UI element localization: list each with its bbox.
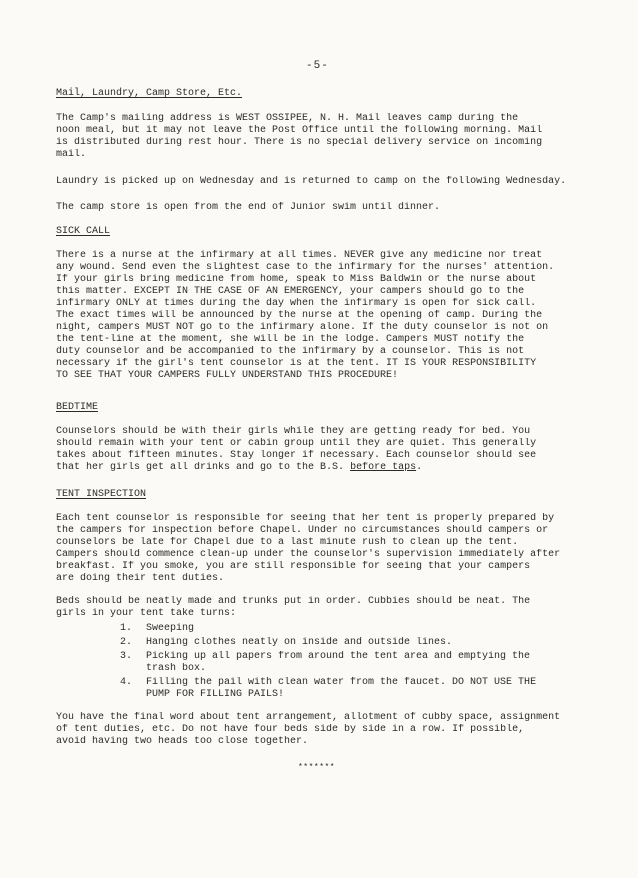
- text-line: this matter. EXCEPT IN THE CASE OF AN EMERGENCY, your campers should go to the: [56, 286, 525, 297]
- text-line: Hanging clothes neatly on inside and outside lines.: [146, 637, 453, 648]
- text-line: Filling the pail with clean water from the faucet. DO NOT USE THE: [146, 677, 537, 688]
- page-number: -5-: [306, 60, 329, 72]
- tent-inspection-paragraph: [56, 513, 596, 585]
- beds-paragraph: [56, 596, 596, 620]
- list-text: [146, 651, 580, 675]
- tent-inspection-heading: TENT INSPECTION: [56, 489, 147, 500]
- text-line: are doing their tent duties.: [56, 573, 225, 584]
- text-line: Beds should be neatly made and trunks put in order. Cubbies should be neat. The: [56, 596, 531, 607]
- sick-call-paragraph: [56, 250, 596, 382]
- underlined-phrase: before taps: [350, 462, 417, 473]
- text-line: girls in your tent take turns:: [56, 608, 237, 619]
- text-line: trash box.: [146, 663, 207, 674]
- text-line: Sweeping: [146, 623, 195, 634]
- bedtime-heading: BEDTIME: [56, 402, 99, 413]
- text-line: is distributed during rest hour. There is no special delivery service on incoming: [56, 137, 543, 148]
- text-line: The exact times will be announced by the nurse at the opening of camp. During the: [56, 310, 543, 321]
- text-line: noon meal, but it may not leave the Post Office until the following morning. Mail: [56, 125, 543, 136]
- text-line: There is a nurse at the infirmary at all times. NEVER give any medicine nor treat: [56, 250, 543, 261]
- sick-call-heading: SICK CALL: [56, 226, 111, 237]
- mail-heading: Mail, Laundry, Camp Store, Etc.: [56, 88, 243, 99]
- list-text: [146, 677, 580, 701]
- text-line: Laundry is picked up on Wednesday and is returned to camp on the following Wednesday.: [56, 176, 567, 187]
- section-separator: *******: [298, 763, 336, 772]
- list-number: 3.: [120, 651, 133, 662]
- list-number: 4.: [120, 677, 133, 688]
- text-line: the tent-line at the moment, she will be in the lodge. Campers MUST notify the: [56, 334, 525, 345]
- bedtime-paragraph: [56, 426, 596, 474]
- text-line: mail.: [56, 149, 87, 160]
- text-line: breakfast. If you smoke, you are still responsible for seeing that your campers: [56, 561, 531, 572]
- text-line: The Camp's mailing address is WEST OSSIPEE, N. H. Mail leaves camp during the: [56, 113, 519, 124]
- list-item: [120, 677, 580, 701]
- text-line: PUMP FOR FILLING PAILS!: [146, 689, 285, 700]
- text-line: any wound. Send even the slightest case to the infirmary for the nurses' attention.: [56, 262, 555, 273]
- text-line: The camp store is open from the end of Junior swim until dinner.: [56, 202, 441, 213]
- text-line: of tent duties, etc. Do not have four beds side by side in a row. If possible,: [56, 724, 525, 735]
- text-line: takes about fifteen minutes. Stay longer if necessary. Each counselor should see: [56, 450, 537, 461]
- list-text: [146, 623, 580, 635]
- text-line: Counselors should be with their girls while they are getting ready for bed. You: [56, 426, 531, 437]
- text-line: avoid having two heads too close together.: [56, 736, 309, 747]
- camp-store-paragraph: [56, 202, 596, 214]
- text-line: necessary if the girl's tent counselor is at the tent. IT IS YOUR RESPONSIBILITY: [56, 358, 537, 369]
- list-item: [120, 651, 580, 675]
- text-line: duty counselor and be accompanied to the infirmary by a counselor. This is not: [56, 346, 525, 357]
- text-line: the campers for inspection before Chapel. Under no circumstances should campers or: [56, 525, 549, 536]
- text-line: Each tent counselor is responsible for seeing that her tent is properly prepared by: [56, 513, 555, 524]
- text-line: If your girls bring medicine from home, speak to Miss Baldwin or the nurse about: [56, 274, 537, 285]
- final-word-paragraph: [56, 712, 596, 748]
- text-line: that her girls get all drinks and go to the B.S. before taps.: [56, 462, 423, 473]
- text-line: Campers should commence clean-up under the counselor's supervision immediately after: [56, 549, 561, 560]
- text-line: night, campers MUST NOT go to the infirmary alone. If the duty counselor is not on: [56, 322, 549, 333]
- mail-paragraph: [56, 113, 596, 161]
- text-line: Picking up all papers from around the tent area and emptying the: [146, 651, 531, 662]
- list-text: [146, 637, 580, 649]
- text-line: counselors be late for Chapel due to a last minute rush to clean up the tent.: [56, 537, 519, 548]
- duties-list: [120, 623, 580, 703]
- laundry-paragraph: [56, 176, 596, 188]
- list-item: [120, 637, 580, 649]
- list-number: 2.: [120, 637, 133, 648]
- list-number: 1.: [120, 623, 133, 634]
- text-line: infirmary ONLY at times during the day when the infirmary is open for sick call.: [56, 298, 537, 309]
- text-line: should remain with your tent or cabin group until they are quiet. This generally: [56, 438, 537, 449]
- text-line: TO SEE THAT YOUR CAMPERS FULLY UNDERSTAND THIS PROCEDURE!: [56, 370, 399, 381]
- list-item: [120, 623, 580, 635]
- text-line: You have the final word about tent arrangement, allotment of cubby space, assignment: [56, 712, 561, 723]
